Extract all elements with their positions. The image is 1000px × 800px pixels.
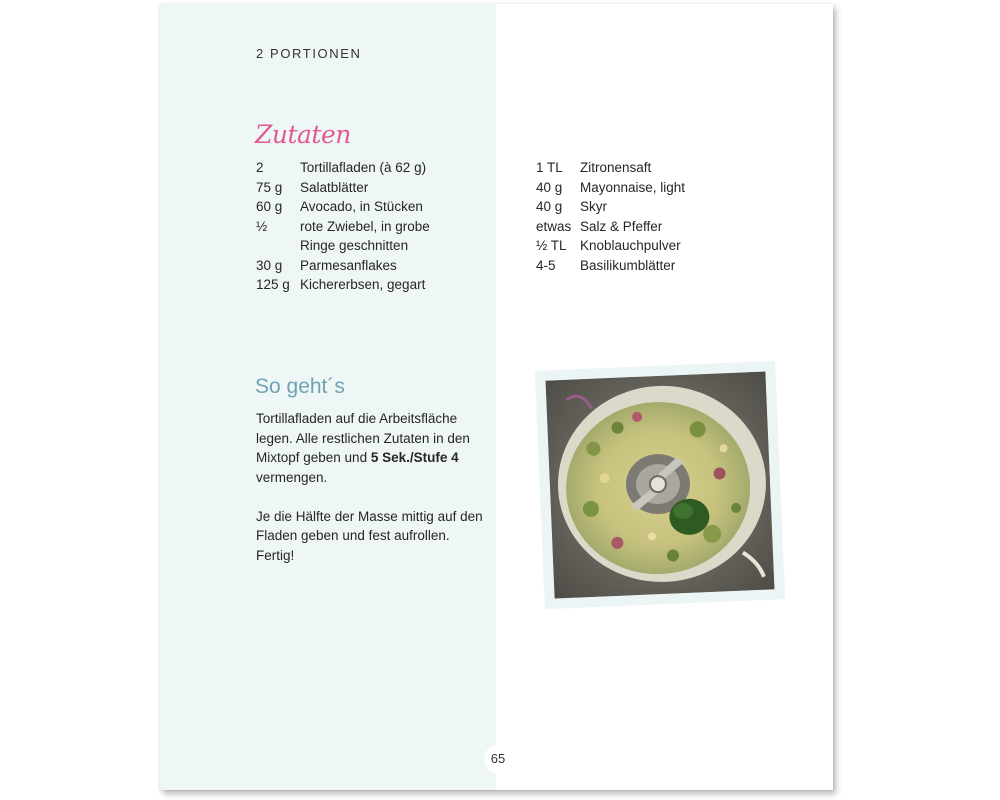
ingredient-amount: ½: [256, 218, 268, 234]
ingredient-name: Mayonnaise, light: [580, 179, 686, 195]
ingredient-name: Zitronensaft: [580, 160, 652, 175]
ingredient-amount: 1 TL: [536, 160, 563, 175]
step-paragraph-1: [256, 409, 486, 487]
ingredient-name: Tortillafladen (à 62 g): [300, 160, 427, 175]
steps-heading: So geht´s: [255, 375, 345, 398]
ingredient-amount: etwas: [536, 218, 572, 234]
ingredient-amount: 60 g: [256, 199, 283, 214]
step-setting: 5 Sek./Stufe 4: [370, 450, 459, 465]
ingredient-item: [256, 236, 430, 256]
ingredient-name: Avocado, in Stücken: [300, 199, 423, 214]
ingredient-item: [256, 217, 430, 237]
ingredient-item: [256, 158, 430, 178]
ingredient-item: [256, 197, 430, 217]
ingredient-amount: 40 g: [536, 199, 563, 214]
ingredient-name: Basilikumblätter: [580, 257, 676, 273]
ingredient-name: Skyr: [580, 199, 607, 214]
ingredient-name: rote Zwiebel, in grobe: [300, 218, 430, 234]
ingredient-name: Kichererbsen, gegart: [300, 277, 426, 292]
mixing-bowl-photo-icon: [546, 371, 775, 598]
ingredient-name: Ringe geschnitten: [300, 238, 409, 253]
portions-label: 2 PORTIONEN: [256, 46, 362, 61]
ingredient-item: [256, 275, 430, 295]
page-number: 65: [484, 745, 512, 773]
ingredient-item: [536, 158, 685, 178]
mixing-bowl-photo: [546, 371, 775, 598]
step-text: Tortillafladen auf die Arbeitsfläche legen. Alle restlichen Zutaten in den Mixtopf geben und: [256, 411, 470, 465]
ingredient-amount: 2: [256, 160, 264, 175]
ingredient-item: [536, 236, 685, 256]
ingredients-heading: Zutaten: [255, 120, 351, 149]
ingredients-list-right: [536, 158, 685, 275]
ingredient-amount: 4-5: [536, 257, 556, 273]
ingredient-amount: 30 g: [256, 257, 283, 273]
book-page: [160, 4, 833, 790]
ingredient-amount: 40 g: [536, 179, 563, 195]
ingredient-name: Salatblätter: [300, 179, 369, 195]
ingredient-amount: ½ TL: [536, 238, 567, 253]
ingredients-list-left: [256, 158, 430, 295]
ingredient-item: [536, 217, 685, 237]
ingredient-item: [536, 178, 685, 198]
ingredient-item: [256, 178, 430, 198]
photo-frame: [535, 361, 785, 609]
step-paragraph-2: Je die Hälfte der Masse mittig auf den Fladen geben und fest aufrollen. Fertig!: [256, 508, 483, 563]
ingredient-amount: 75 g: [256, 179, 283, 195]
ingredient-amount: 125 g: [256, 277, 290, 292]
ingredient-item: [536, 256, 685, 276]
ingredient-name: Knoblauchpulver: [580, 238, 681, 253]
step-text: vermengen.: [256, 469, 328, 485]
ingredient-name: Parmesanflakes: [300, 257, 397, 273]
ingredient-item: [256, 256, 430, 276]
ingredient-name: Salz & Pfeffer: [580, 218, 663, 234]
ingredient-item: [536, 197, 685, 217]
steps-text: [256, 409, 486, 585]
